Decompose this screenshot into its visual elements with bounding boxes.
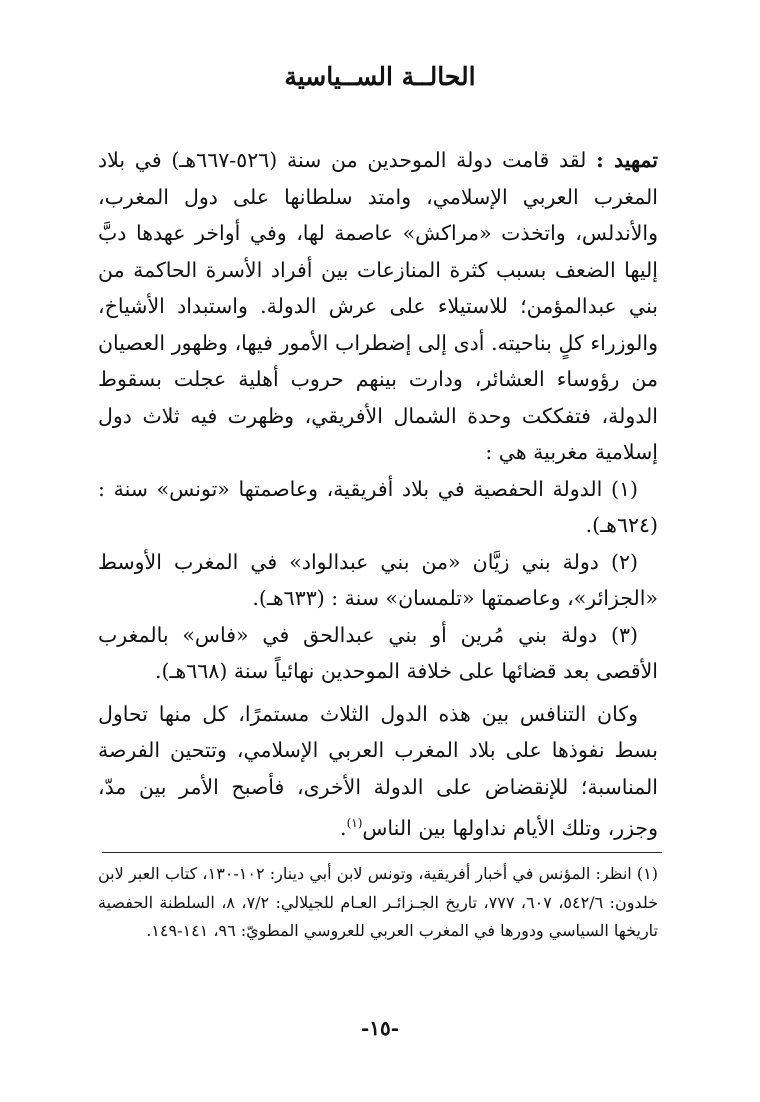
closing-text: وكان التنافس بين هذه الدول الثلاث مستمرًا، كل منها تحاول بسط نفوذها على بلاد المغرب العربي الإسلامي، وتتحين الفرصة المناسبة؛ للإنقضاض على الدولة الأخرى، فأصبح الأمر بين مدّ، وجزر، وتلك الأيام نداولها بين الناس [98, 701, 658, 840]
intro-paragraph [98, 142, 658, 471]
closing-paragraph [98, 696, 658, 847]
intro-text: لقد قامت دولة الموحدين من سنة (٥٢٦-٦٦٧هـ) في بلاد المغرب العربي الإسلامي، وامتد سلطانها على دول المغرب، والأندلس، واتخذت «مراكش» عاصمة لها، وفي أواخر عهدها دبَّ إليها الضعف بسبب كثرة المنازعات بين أفراد الأسرة الحاكمة من بني عبدالمؤمن؛ للاستيلاء على عرش الدولة. واستبداد الأشياخ، والوزراء كلٍ بناحيته. أدى إلى إضطراب الأمور فيها، وظهور العصيان من رؤوساء العشائر، ودارت بينهم حروب أهلية عجلت بسقوط الدولة، فتفككت وحدة الشمال الأفريقي، وظهرت فيه ثلاث دول إسلامية مغربية هي : [98, 148, 658, 464]
list-item-3: (٣) دولة بني مُرين أو بني عبدالحق في «فاس» بالمغرب الأقصى بعد قضائها على خلافة الموحدين نهائياً سنة (٦٦٨هـ). [98, 622, 658, 683]
page-number: -١٥- [360, 1016, 400, 1040]
footnote-1: (١) انظر: المؤنس في أخبار أفريقية، وتونس لابن أبي دينار: ١٠٢-١٣٠، كتاب العبر لابن خلدون: ٥٤٢/٦، ٦٠٧، ٧٧٧، تاريخ الجـزائـر العـام للجيلالي: ٧/٢، ٨، السلطنة الحفصية تاريخها السياسي ودورها في المغرب العربي للعروسي المطويّ: ٩٦، ١٤١-١٤٩. [98, 864, 659, 940]
footnote-section [98, 860, 658, 946]
intro-lead: تمهيد : [596, 148, 658, 172]
footnote-marker: (١) [346, 816, 363, 830]
main-text [98, 142, 658, 846]
page-title: الحالــة الســياسية [284, 62, 476, 91]
closing-end: . [340, 815, 347, 840]
footnote-divider [102, 852, 662, 853]
list-item-2: (٢) دولة بني زيَّان «من بني عبدالواد» في المغرب الأوسط «الجزائر»، وعاصمتها «تلمسان» سنة : (٦٣٣هـ). [98, 549, 658, 610]
list-item-1: (١) الدولة الحفصية في بلاد أفريقية، وعاصمتها «تونس» سنة : (٦٢٤هـ). [98, 476, 658, 537]
